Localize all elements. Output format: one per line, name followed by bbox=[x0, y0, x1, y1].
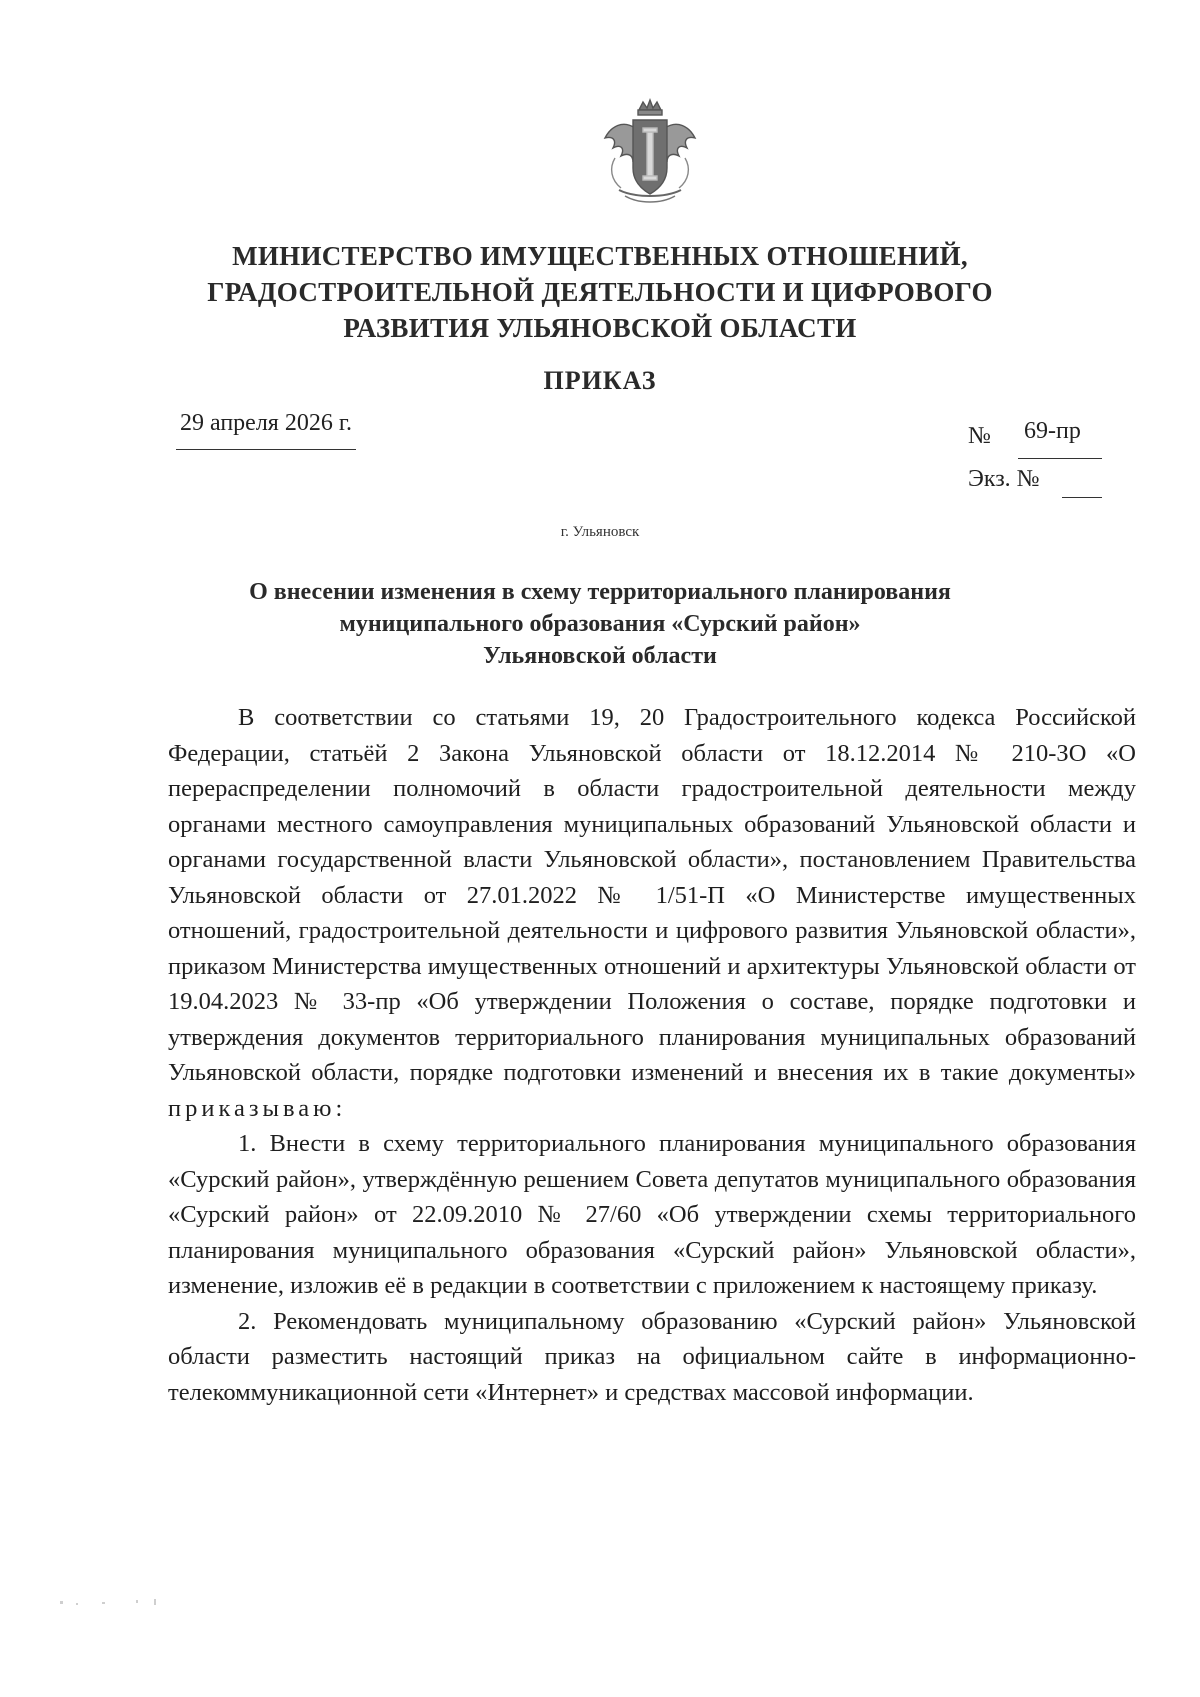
document-subject bbox=[200, 576, 1000, 672]
preamble-text: В соответствии со статьями 19, 20 Градостроительного кодекса Российской Федерации, статьёй 2 Закона Ульяновской области от 18.12.2014 № 210-ЗО «О перераспределении полномочий в области градостроительной деятельности между органами местного самоуправления муниципальных образований Ульяновской области и органами государственной власти Ульяновской области», постановлением Правительства Ульяновской области от 27.01.2022 № 1/51-П «О Министерстве имущественных отношений, градостроительной деятельности и цифрового развития Ульяновской области», приказом Министерства имущественных отношений и архитектуры Ульяновской области от 19.04.2023 № 33-пр «Об утверждении Положения о составе, порядке подготовки и утверждения документов территориального планирования муниципальных образований Ульяновской области, порядке подготовки изменений и внесения их в такие документы» bbox=[168, 704, 1136, 1086]
document-date: 29 апреля 2026 г. bbox=[180, 410, 352, 436]
subject-line: муниципального образования «Сурский район» bbox=[339, 611, 861, 637]
copy-number-underline bbox=[1062, 497, 1102, 498]
ministry-name-line: РАЗВИТИЯ УЛЬЯНОВСКОЙ ОБЛАСТИ bbox=[343, 313, 857, 343]
date-underline bbox=[176, 449, 356, 450]
number-underline bbox=[1018, 458, 1102, 459]
number-label: № bbox=[968, 423, 991, 449]
order-word: приказываю: bbox=[168, 1094, 347, 1122]
ulyanovsk-coat-of-arms-icon bbox=[595, 98, 705, 208]
copy-number-label: Экз. № bbox=[968, 466, 1040, 492]
document-number: 69-пр bbox=[1024, 418, 1081, 444]
ministry-name-line: МИНИСТЕРСТВО ИМУЩЕСТВЕННЫХ ОТНОШЕНИЙ, bbox=[232, 241, 968, 271]
order-item-2: 2. Рекомендовать муниципальному образованию «Сурский район» Ульяновской области разместить настоящий приказ на официальном сайте в информационно-телекоммуникационной сети «Интернет» и средствах массовой информации. bbox=[168, 1307, 1136, 1406]
subject-line: Ульяновской области bbox=[483, 643, 717, 669]
ministry-name-line: ГРАДОСТРОИТЕЛЬНОЙ ДЕЯТЕЛЬНОСТИ И ЦИФРОВОГО bbox=[207, 277, 993, 307]
subject-line: О внесении изменения в схему территориального планирования bbox=[249, 579, 951, 605]
document-body bbox=[168, 700, 1136, 1410]
scan-artifact bbox=[58, 1593, 178, 1613]
preamble-paragraph bbox=[168, 700, 1136, 1126]
document-type-title: ПРИКАЗ bbox=[543, 366, 657, 395]
ministry-name bbox=[170, 238, 1030, 346]
order-item-1: 1. Внести в схему территориального планирования муниципального образования «Сурский район», утверждённую решением Совета депутатов муниципального образования «Сурский район» от 22.09.2010 № 27/60 «Об утверждении схемы территориального планирования муниципального образования «Сурский район» Ульяновской области», изменение, изложив её в редакции в соответствии с приложением к настоящему приказу. bbox=[168, 1130, 1136, 1299]
document-city: г. Ульяновск bbox=[560, 524, 640, 540]
